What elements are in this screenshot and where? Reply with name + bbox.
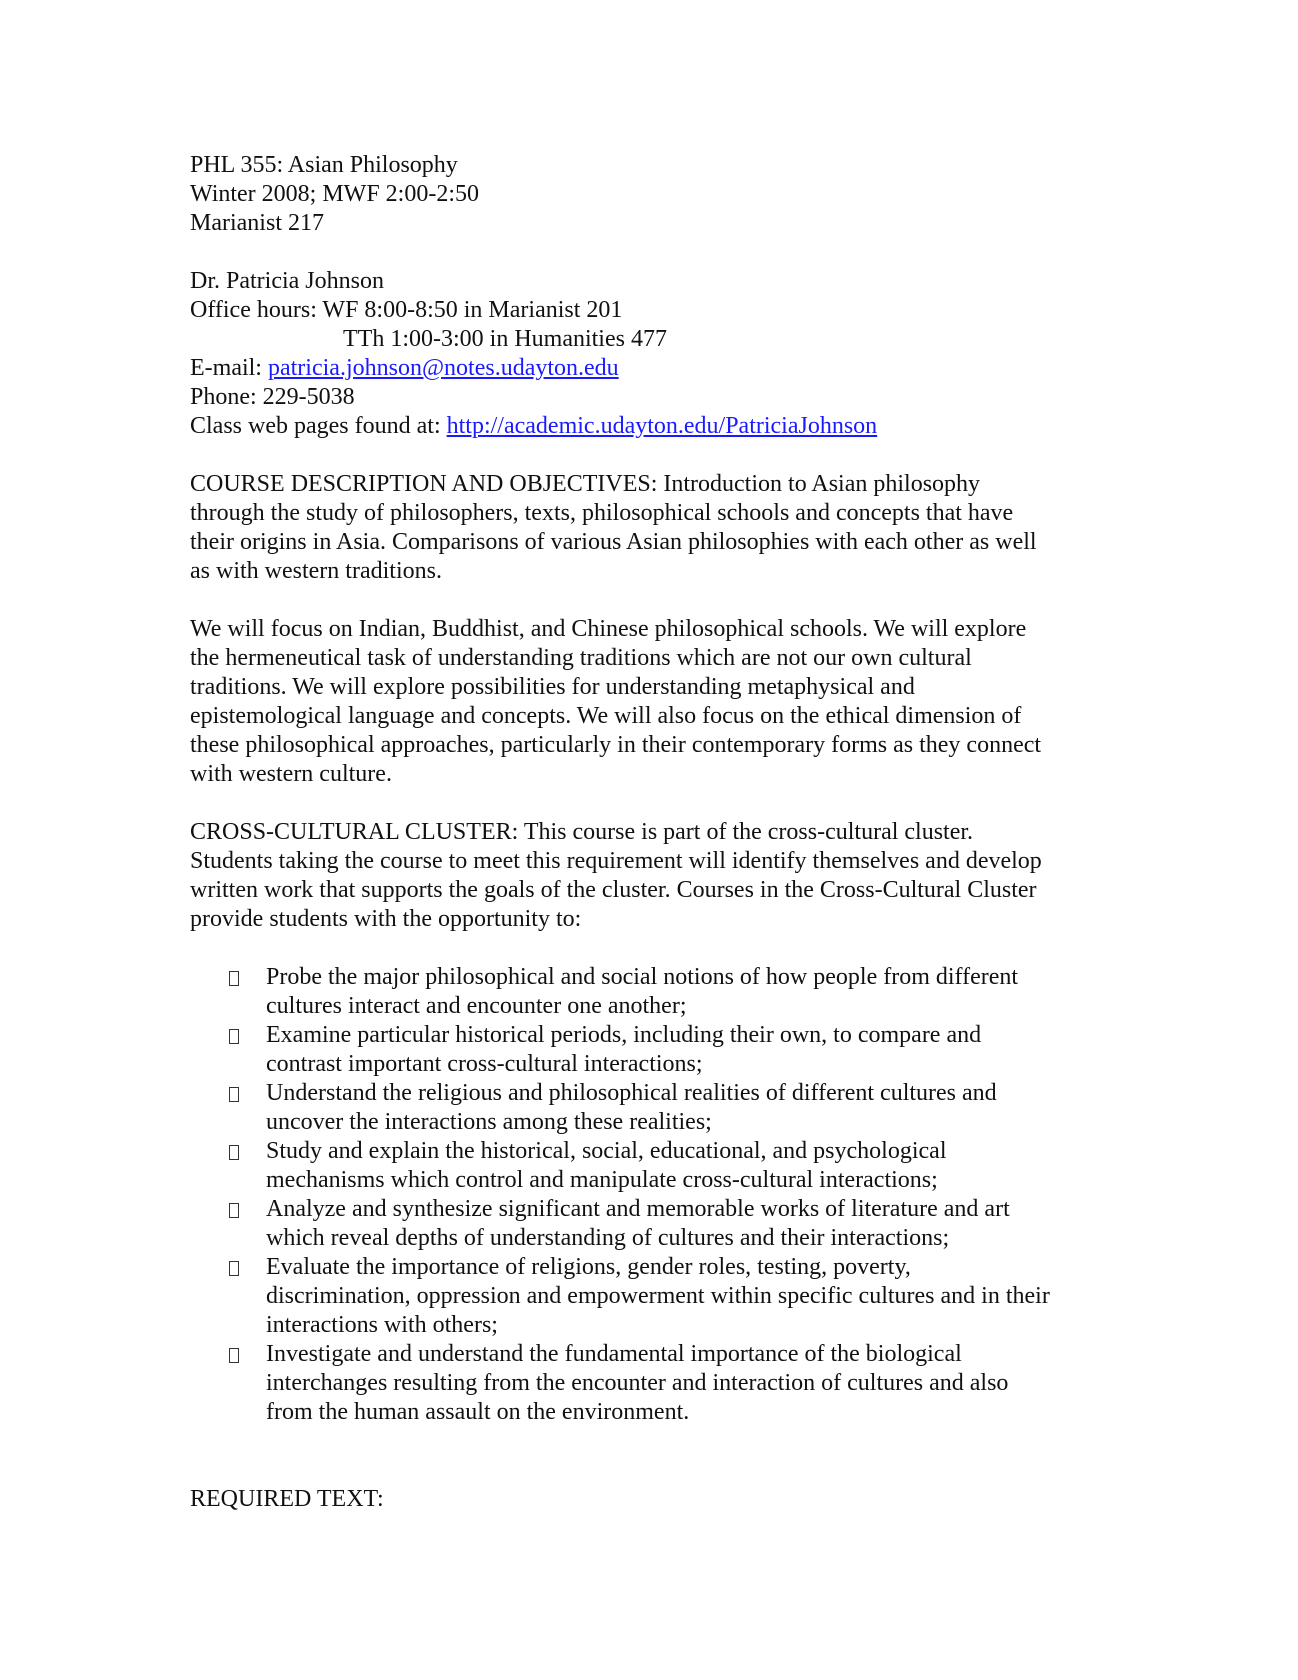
list-item bbox=[190, 1137, 1110, 1195]
cross-cultural-cluster bbox=[190, 818, 1110, 934]
list-item-text: contrast important cross-cultural interactions; bbox=[266, 1051, 703, 1077]
list-item bbox=[190, 1253, 1110, 1340]
bullet-icon bbox=[229, 1145, 239, 1160]
list-item-text: which reveal depths of understanding of cultures and their interactions; bbox=[266, 1225, 950, 1251]
list-item-text: Understand the religious and philosophical realities of different cultures and bbox=[266, 1080, 997, 1106]
web-line bbox=[190, 412, 1110, 441]
course-description bbox=[190, 470, 1110, 586]
spacer bbox=[190, 441, 1110, 470]
course-focus bbox=[190, 615, 1110, 789]
web-link[interactable]: http://academic.udayton.edu/PatriciaJohnson bbox=[446, 413, 878, 439]
bullet-icon bbox=[229, 1261, 239, 1276]
list-item-text: Examine particular historical periods, including their own, to compare and bbox=[266, 1022, 982, 1048]
paragraph-line: the hermeneutical task of understanding traditions which are not our own cultural bbox=[190, 645, 972, 671]
email-link[interactable]: patricia.johnson@notes.udayton.edu bbox=[267, 355, 619, 381]
bullet-icon bbox=[229, 971, 239, 986]
list-item bbox=[190, 1079, 1110, 1137]
list-item-text: Evaluate the importance of religions, gender roles, testing, poverty, bbox=[266, 1254, 911, 1280]
spacer bbox=[190, 1427, 1110, 1456]
list-item bbox=[190, 1340, 1110, 1427]
paragraph-line: traditions. We will explore possibilities for understanding metaphysical and bbox=[190, 674, 915, 700]
spacer bbox=[190, 789, 1110, 818]
paragraph-line: with western culture. bbox=[190, 761, 392, 787]
office-hours-line-1: Office hours: WF 8:00-8:50 in Marianist 201 bbox=[190, 297, 623, 323]
list-item-text: uncover the interactions among these realities; bbox=[266, 1109, 712, 1135]
spacer bbox=[190, 1456, 1110, 1485]
course-schedule: Winter 2008; MWF 2:00-2:50 bbox=[190, 181, 480, 207]
paragraph-line: COURSE DESCRIPTION AND OBJECTIVES: Introduction to Asian philosophy bbox=[190, 471, 981, 497]
list-item-text: interchanges resulting from the encounter and interaction of cultures and also bbox=[266, 1370, 1009, 1396]
spacer bbox=[190, 934, 1110, 963]
office-hours-line-2: TTh 1:00-3:00 in Humanities 477 bbox=[343, 326, 667, 352]
bullet-icon bbox=[229, 1029, 239, 1044]
paragraph-line: Students taking the course to meet this requirement will identify themselves and develop bbox=[190, 848, 1042, 874]
required-text-heading: REQUIRED TEXT: bbox=[190, 1486, 384, 1512]
paragraph-line: these philosophical approaches, particularly in their contemporary forms as they connect bbox=[190, 732, 1042, 758]
list-item bbox=[190, 1021, 1110, 1079]
paragraph-line: through the study of philosophers, texts, philosophical schools and concepts that have bbox=[190, 500, 1014, 526]
bullet-icon bbox=[229, 1087, 239, 1102]
list-item-text: Analyze and synthesize significant and memorable works of literature and art bbox=[266, 1196, 1010, 1222]
list-item-text: Study and explain the historical, social, educational, and psychological bbox=[266, 1138, 947, 1164]
instructor-name: Dr. Patricia Johnson bbox=[190, 268, 384, 294]
bullet-icon bbox=[229, 1203, 239, 1218]
course-title: PHL 355: Asian Philosophy bbox=[190, 152, 458, 178]
list-item-text: from the human assault on the environment. bbox=[266, 1399, 690, 1425]
course-header bbox=[190, 151, 1110, 238]
list-item-text: Probe the major philosophical and social notions of how people from different bbox=[266, 964, 1019, 990]
email-label: E-mail: bbox=[190, 355, 268, 381]
list-item bbox=[190, 963, 1110, 1021]
cluster-objectives-list bbox=[190, 963, 1110, 1427]
paragraph-line: We will focus on Indian, Buddhist, and Chinese philosophical schools. We will explore bbox=[190, 616, 1027, 642]
spacer bbox=[190, 586, 1110, 615]
web-label: Class web pages found at: bbox=[190, 413, 447, 439]
spacer bbox=[190, 238, 1110, 267]
paragraph-line: their origins in Asia. Comparisons of various Asian philosophies with each other as well bbox=[190, 529, 1037, 555]
bullet-icon bbox=[229, 1348, 239, 1363]
email-line bbox=[190, 354, 1110, 383]
syllabus-page bbox=[190, 151, 1110, 1514]
list-item-text: cultures interact and encounter one another; bbox=[266, 993, 687, 1019]
instructor-info bbox=[190, 267, 1110, 441]
list-item-text: discrimination, oppression and empowerment within specific cultures and in their bbox=[266, 1283, 1050, 1309]
list-item-text: interactions with others; bbox=[266, 1312, 498, 1338]
paragraph-line: epistemological language and concepts. We will also focus on the ethical dimension of bbox=[190, 703, 1022, 729]
phone-line: Phone: 229-5038 bbox=[190, 384, 355, 410]
list-item-text: mechanisms which control and manipulate cross-cultural interactions; bbox=[266, 1167, 938, 1193]
paragraph-line: written work that supports the goals of the cluster. Courses in the Cross-Cultural Cluster bbox=[190, 877, 1037, 903]
course-room: Marianist 217 bbox=[190, 210, 324, 236]
list-item-text: Investigate and understand the fundamental importance of the biological bbox=[266, 1341, 962, 1367]
list-item bbox=[190, 1195, 1110, 1253]
paragraph-line: as with western traditions. bbox=[190, 558, 442, 584]
paragraph-line: CROSS-CULTURAL CLUSTER: This course is part of the cross-cultural cluster. bbox=[190, 819, 974, 845]
paragraph-line: provide students with the opportunity to: bbox=[190, 906, 582, 932]
